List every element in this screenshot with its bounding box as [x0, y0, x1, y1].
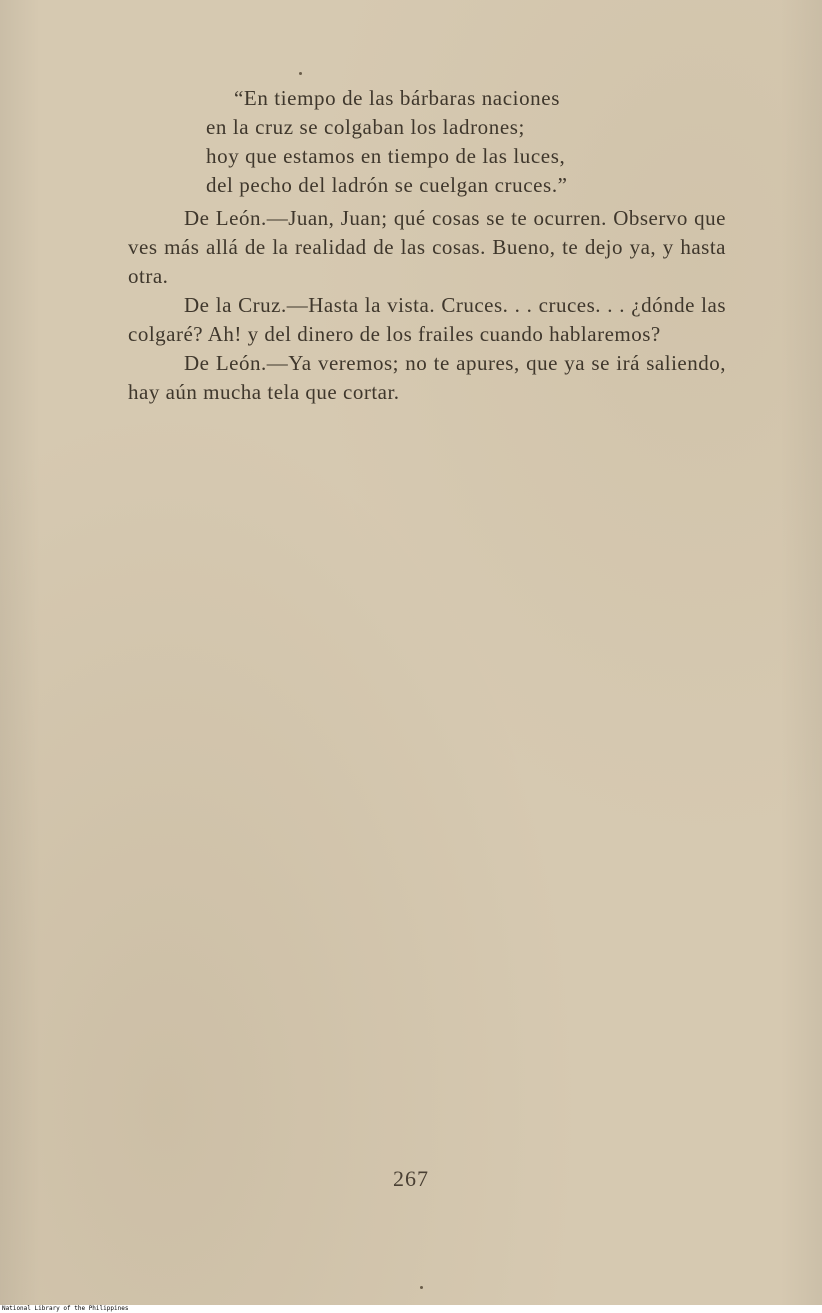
print-speck [420, 1286, 423, 1289]
poem-quote [206, 84, 676, 200]
poem-line: en la cruz se colgaban los ladrones; [206, 115, 525, 139]
page-number: 267 [393, 1166, 429, 1191]
paragraph: De León.—Juan, Juan; qué cosas se te ocurren. Observo que ves más allá de la realidad de las cosas. Bueno, te dejo ya, y hasta otra. [128, 206, 726, 288]
library-credit: National Library of the Philippines [2, 1305, 129, 1312]
print-speck [299, 72, 302, 75]
poem-line: hoy que estamos en tiempo de las luces, [206, 144, 566, 168]
poem-line: del pecho del ladrón se cuelgan cruces.” [206, 173, 568, 197]
paragraph: De León.—Ya veremos; no te apures, que ya se irá saliendo, hay aún mucha tela que cortar. [128, 351, 726, 404]
poem-line: “En tiempo de las bárbaras naciones [234, 86, 560, 110]
dialogue-text [128, 204, 726, 407]
paragraph: De la Cruz.—Hasta la vista. Cruces. . . cruces. . . ¿dónde las colgaré? Ah! y del dinero de los frailes cuando hablaremos? [128, 293, 726, 346]
